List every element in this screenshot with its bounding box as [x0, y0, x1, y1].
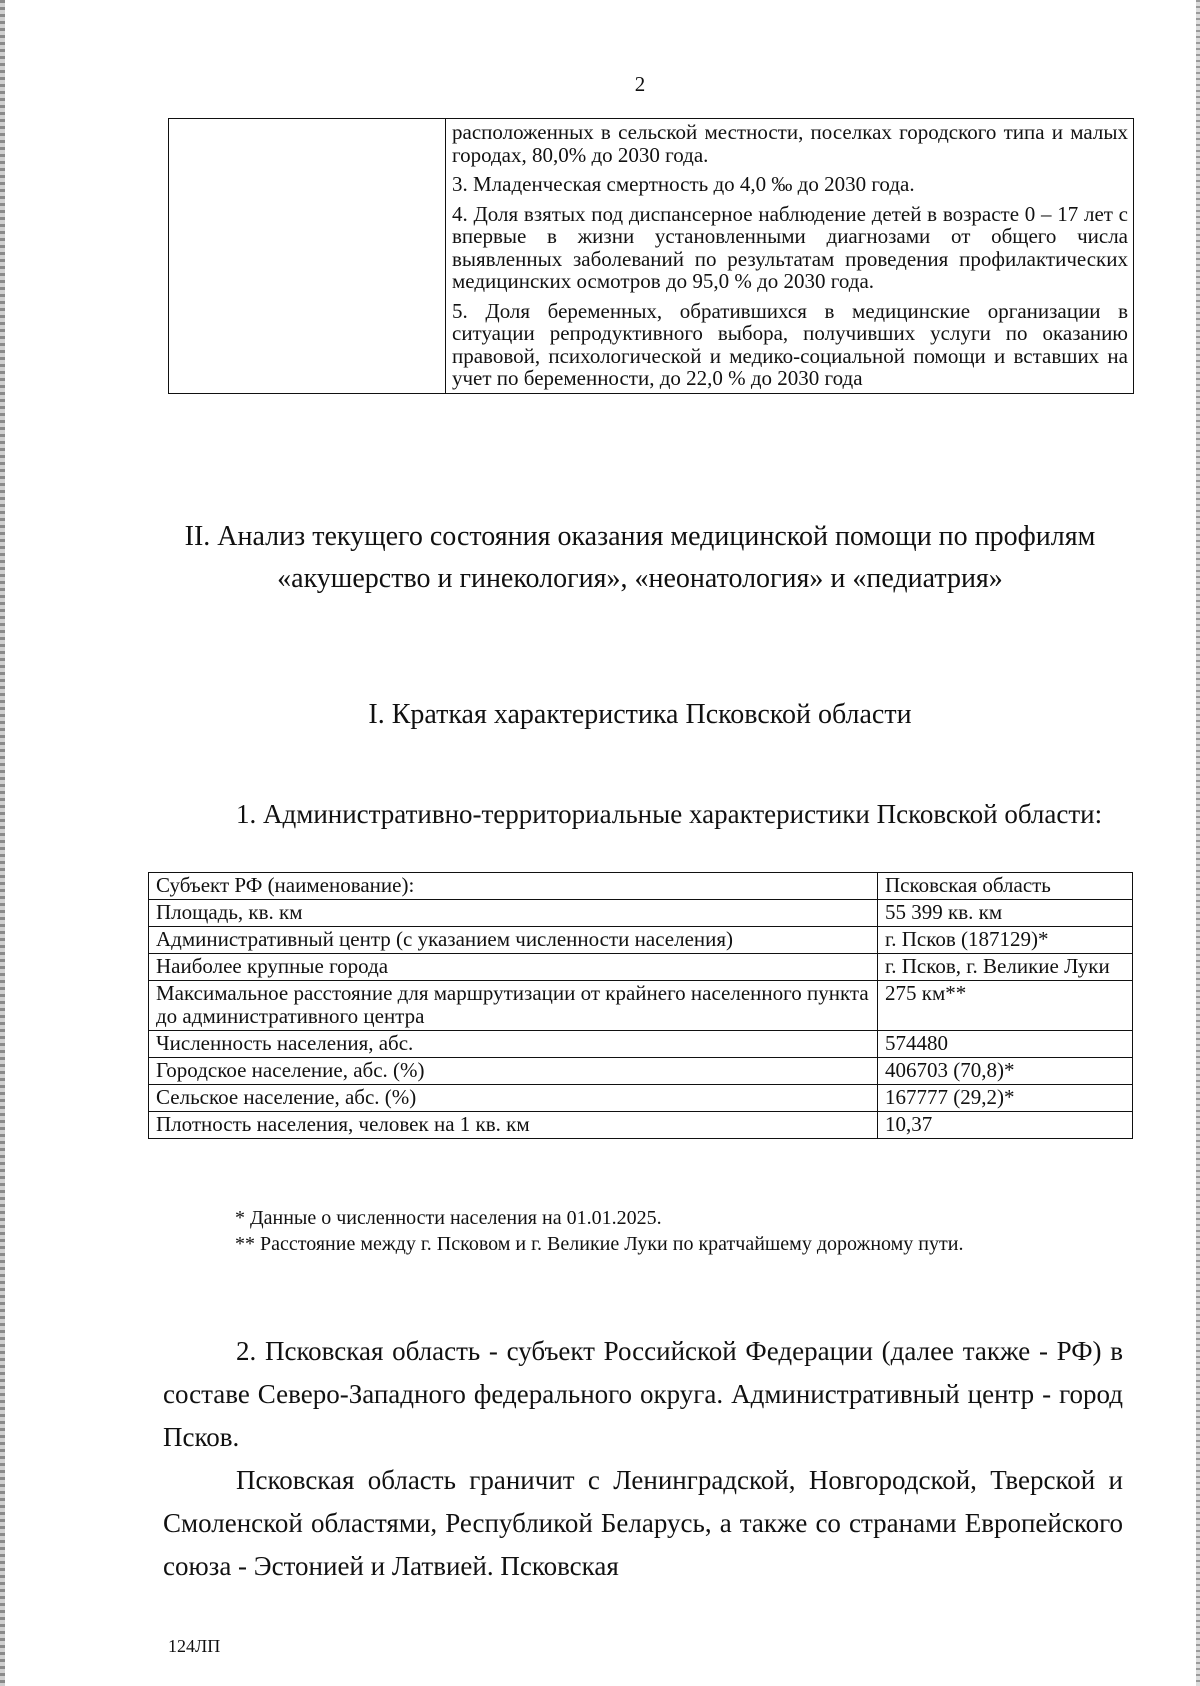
footnote-population: * Данные о численности населения на 01.01.2025.: [235, 1207, 662, 1229]
intro-paragraph: 1. Административно-территориальные характеристики Псковской области:: [236, 799, 1103, 829]
table-row: [149, 1058, 1133, 1085]
footnote-distance: ** Расстояние между г. Псковом и г. Великие Луки по кратчайшему дорожному пути.: [235, 1233, 964, 1255]
goal-item: 5. Доля беременных, обратившихся в медицинские организации в ситуации репродуктивного выбора, получивших услуги по оказанию правовой, психологической и медико-социальной помощи и вставших на учет по беременности, до 22,0 % до 2030 года: [452, 298, 1128, 390]
document-code: 124ЛП: [168, 1636, 221, 1656]
row-label: Административный центр (с указанием численности населения): [149, 927, 878, 954]
body-paragraph: 2. Псковская область - субъект Российской Федерации (далее также - РФ) в составе Северо-Западного федерального округа. Административный центр - город Псков.: [163, 1336, 1123, 1452]
goal-item: 3. Младенческая смертность до 4,0 ‰ до 2030 года.: [452, 172, 915, 196]
row-label: Площадь, кв. км: [149, 900, 878, 927]
row-label: Сельское население, абс. (%): [149, 1085, 878, 1112]
table-row: [149, 900, 1133, 927]
scan-edge-left: [0, 0, 5, 1686]
row-value: 574480: [878, 1031, 1133, 1058]
row-label: Плотность населения, человек на 1 кв. км: [149, 1112, 878, 1139]
page-number: 2: [634, 72, 646, 96]
row-value: г. Псков, г. Великие Луки: [878, 954, 1133, 981]
table-row: [149, 1031, 1133, 1058]
row-label: Максимальное расстояние для маршрутизации от крайнего населенного пункта до административного центра: [149, 981, 878, 1031]
region-info-table: [148, 872, 1133, 1139]
targets-table: [168, 118, 1134, 394]
row-label: Наиболее крупные города: [149, 954, 878, 981]
row-value: 167777 (29,2)*: [878, 1085, 1133, 1112]
row-label: Численность населения, абс.: [149, 1031, 878, 1058]
row-value: Псковская область: [878, 873, 1133, 900]
row-label: Субъект РФ (наименование):: [149, 873, 878, 900]
table-row: [149, 981, 1133, 1031]
scan-edge-right: [1196, 0, 1200, 1686]
row-label: Городское население, абс. (%): [149, 1058, 878, 1085]
table-row: [149, 873, 1133, 900]
row-value: г. Псков (187129)*: [878, 927, 1133, 954]
table-row: [149, 1085, 1133, 1112]
goal-item: расположенных в сельской местности, поселках городского типа и малых городах, 80,0% до 2030 года.: [452, 120, 1128, 167]
table-cell-empty: [169, 119, 446, 394]
body-paragraph: Псковская область граничит с Ленинградской, Новгородской, Тверской и Смоленской областями, Республикой Беларусь, а также со странами Европейского союза - Эстонией и Латвией. Псковская: [163, 1465, 1123, 1581]
row-value: 406703 (70,8)*: [878, 1058, 1133, 1085]
table-row: [149, 1112, 1133, 1139]
table-row: [149, 927, 1133, 954]
row-value: 55 399 кв. км: [878, 900, 1133, 927]
subsection-heading: I. Краткая характеристика Псковской области: [368, 699, 912, 730]
goal-item: 4. Доля взятых под диспансерное наблюдение детей в возрасте 0 – 17 лет с впервые в жизни установленными диагнозами от общего числа выявленных заболеваний по результатам проведения профилактических медицинских осмотров до 95,0 % до 2030 года.: [452, 201, 1128, 293]
row-value: 275 км**: [878, 981, 1133, 1031]
table-row: [169, 119, 1134, 394]
table-cell-goals: [446, 119, 1134, 394]
section-heading: II. Анализ текущего состояния оказания медицинской помощи по профилям «акушерство и гинекология», «неонатология» и «педиатрия»: [184, 521, 1096, 594]
table-row: [149, 954, 1133, 981]
row-value: 10,37: [878, 1112, 1133, 1139]
